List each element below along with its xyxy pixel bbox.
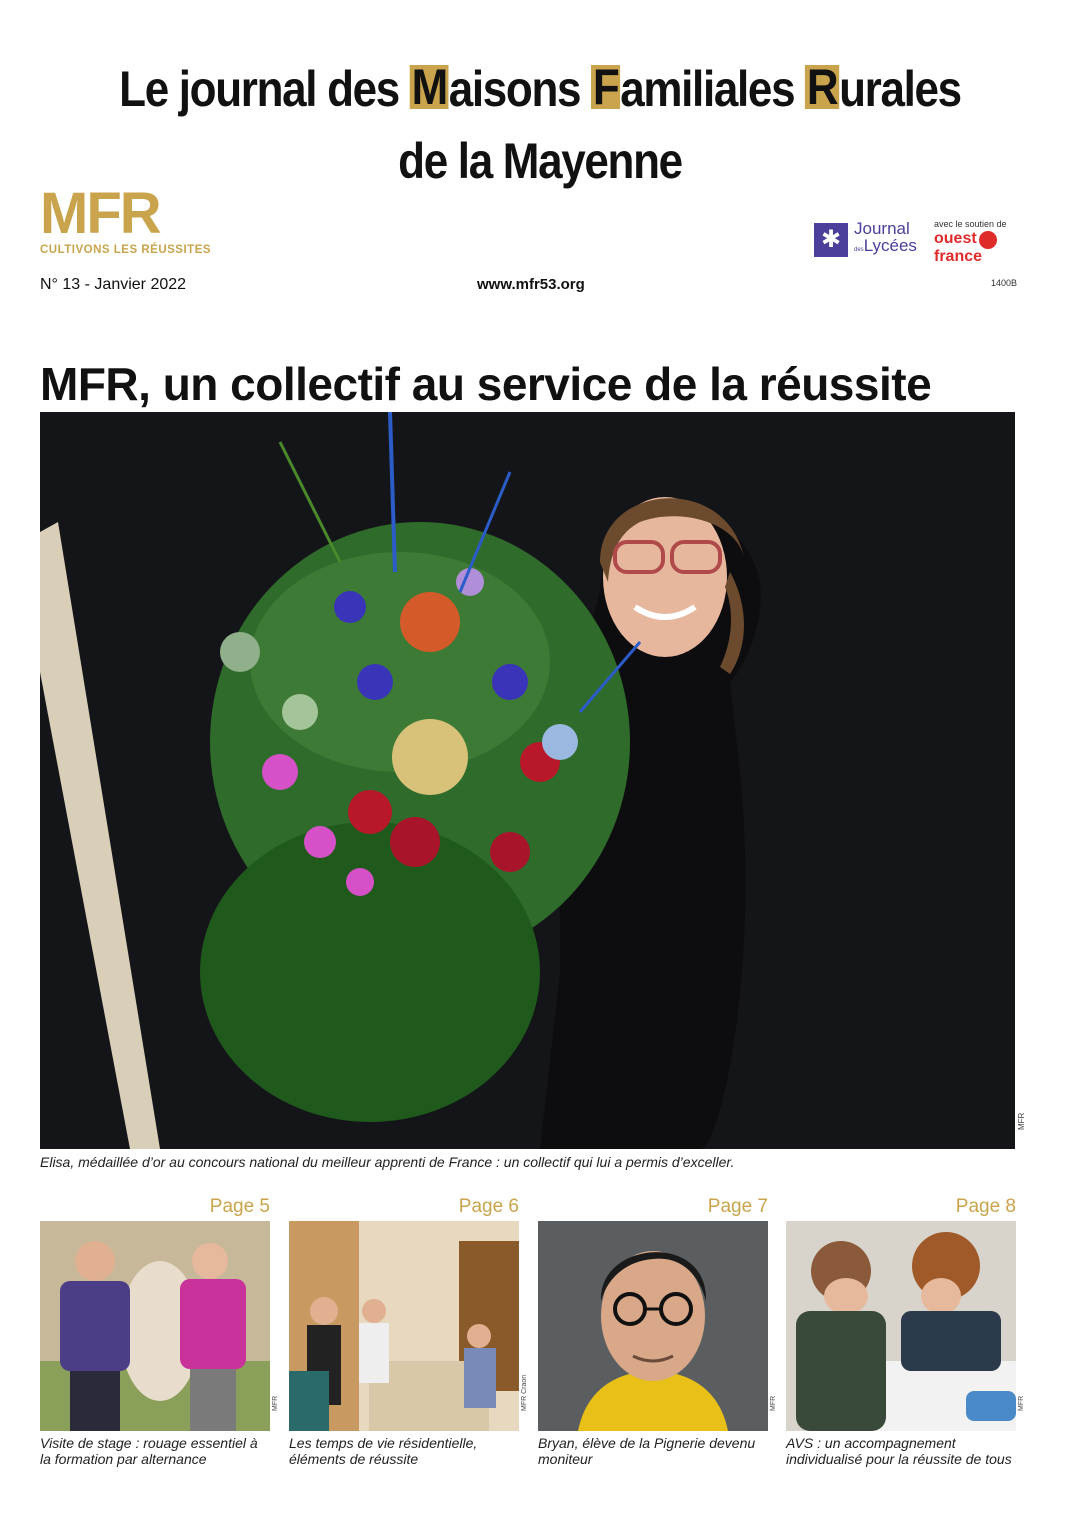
mfr-logo[interactable] — [40, 181, 230, 256]
teaser-photo-residential-life — [289, 1221, 519, 1431]
teaser-page-label: Page 5 — [209, 1196, 270, 1217]
masthead-initial-f: F — [592, 59, 619, 115]
teaser-illustration — [40, 1221, 270, 1431]
teaser-credit: MFR — [770, 1395, 777, 1411]
teaser-illustration — [289, 1221, 519, 1431]
masthead-title-line1 — [65, 58, 1015, 120]
journal-des-lycees-text — [854, 220, 917, 259]
ouest-france-line1: ouest — [934, 230, 977, 247]
main-headline: MFR, un collectif au service de la réussite — [40, 358, 932, 410]
teaser-page-7[interactable] — [538, 1196, 777, 1467]
teaser-page-label: Page 8 — [955, 1196, 1016, 1217]
teaser-caption: AVS : un accompagnement individualisé pour la réussite de tous — [786, 1435, 1012, 1467]
masthead-initial-m: M — [411, 59, 447, 115]
website-link[interactable]: www.mfr53.org — [477, 276, 585, 293]
teaser-page-label: Page 7 — [707, 1196, 768, 1217]
teaser-illustration — [538, 1221, 768, 1431]
issue-number: N° 13 - Janvier 2022 — [40, 276, 187, 293]
masthead-text: aisons — [448, 61, 592, 117]
hero-caption: Elisa, médaillée d’or au concours national du meilleur apprenti de France : un collectif qui lui a permis d’exceller. — [40, 1154, 735, 1170]
teaser-caption: Bryan, élève de la Pignerie devenu moniteur — [538, 1435, 756, 1467]
journal-people-icon: ✱ — [814, 223, 848, 257]
ouest-france-circle-icon — [979, 231, 997, 249]
journal-des-lycees-logo[interactable] — [814, 220, 917, 259]
jdl-line1: Journal — [854, 219, 910, 238]
hero-photo-credit: MFR — [1017, 1112, 1026, 1130]
masthead — [0, 58, 1080, 192]
hero-illustration — [40, 412, 1015, 1149]
masthead-text: urales — [839, 61, 961, 117]
print-code: 1400B — [991, 278, 1018, 288]
ouest-france-brand — [934, 231, 1014, 264]
jdl-prefix: des — [854, 247, 864, 253]
ouest-france-support-text: avec le soutien de — [934, 219, 1007, 229]
teaser-credit: MFR — [1018, 1395, 1025, 1411]
teaser-caption: Les temps de vie résidentielle, éléments de réussite — [289, 1435, 478, 1467]
masthead-title-line2: de la Mayenne — [398, 133, 682, 189]
teaser-illustration — [786, 1221, 1016, 1431]
hero-photo — [40, 412, 1015, 1149]
ouest-france-logo[interactable] — [934, 219, 1014, 264]
mfr-logo-tagline: CULTIVONS LES RÉUSSITES — [40, 244, 212, 256]
teaser-page-label: Page 6 — [458, 1196, 519, 1217]
teaser-photo-bryan-portrait — [538, 1221, 768, 1431]
teaser-credit: MFR Craon — [521, 1374, 528, 1411]
teaser-caption: Visite de stage : rouage essentiel à la formation par alternance — [40, 1435, 258, 1467]
teaser-photo-horse-visit — [40, 1221, 270, 1431]
masthead-text: Le journal des — [119, 61, 410, 117]
teaser-page-8[interactable] — [786, 1196, 1025, 1467]
mfr-logo-letters: MFR — [40, 181, 160, 246]
teaser-credit: MFR — [272, 1395, 279, 1411]
teaser-photo-avs-support — [786, 1221, 1016, 1431]
masthead-initial-r: R — [806, 59, 838, 115]
mfr-logo-mark — [40, 181, 230, 246]
teaser-page-5[interactable] — [40, 1196, 279, 1467]
jdl-line2: Lycées — [863, 236, 917, 255]
masthead-text: amiliales — [620, 61, 806, 117]
teaser-page-6[interactable] — [289, 1196, 528, 1467]
ouest-france-line2: france — [934, 248, 983, 265]
